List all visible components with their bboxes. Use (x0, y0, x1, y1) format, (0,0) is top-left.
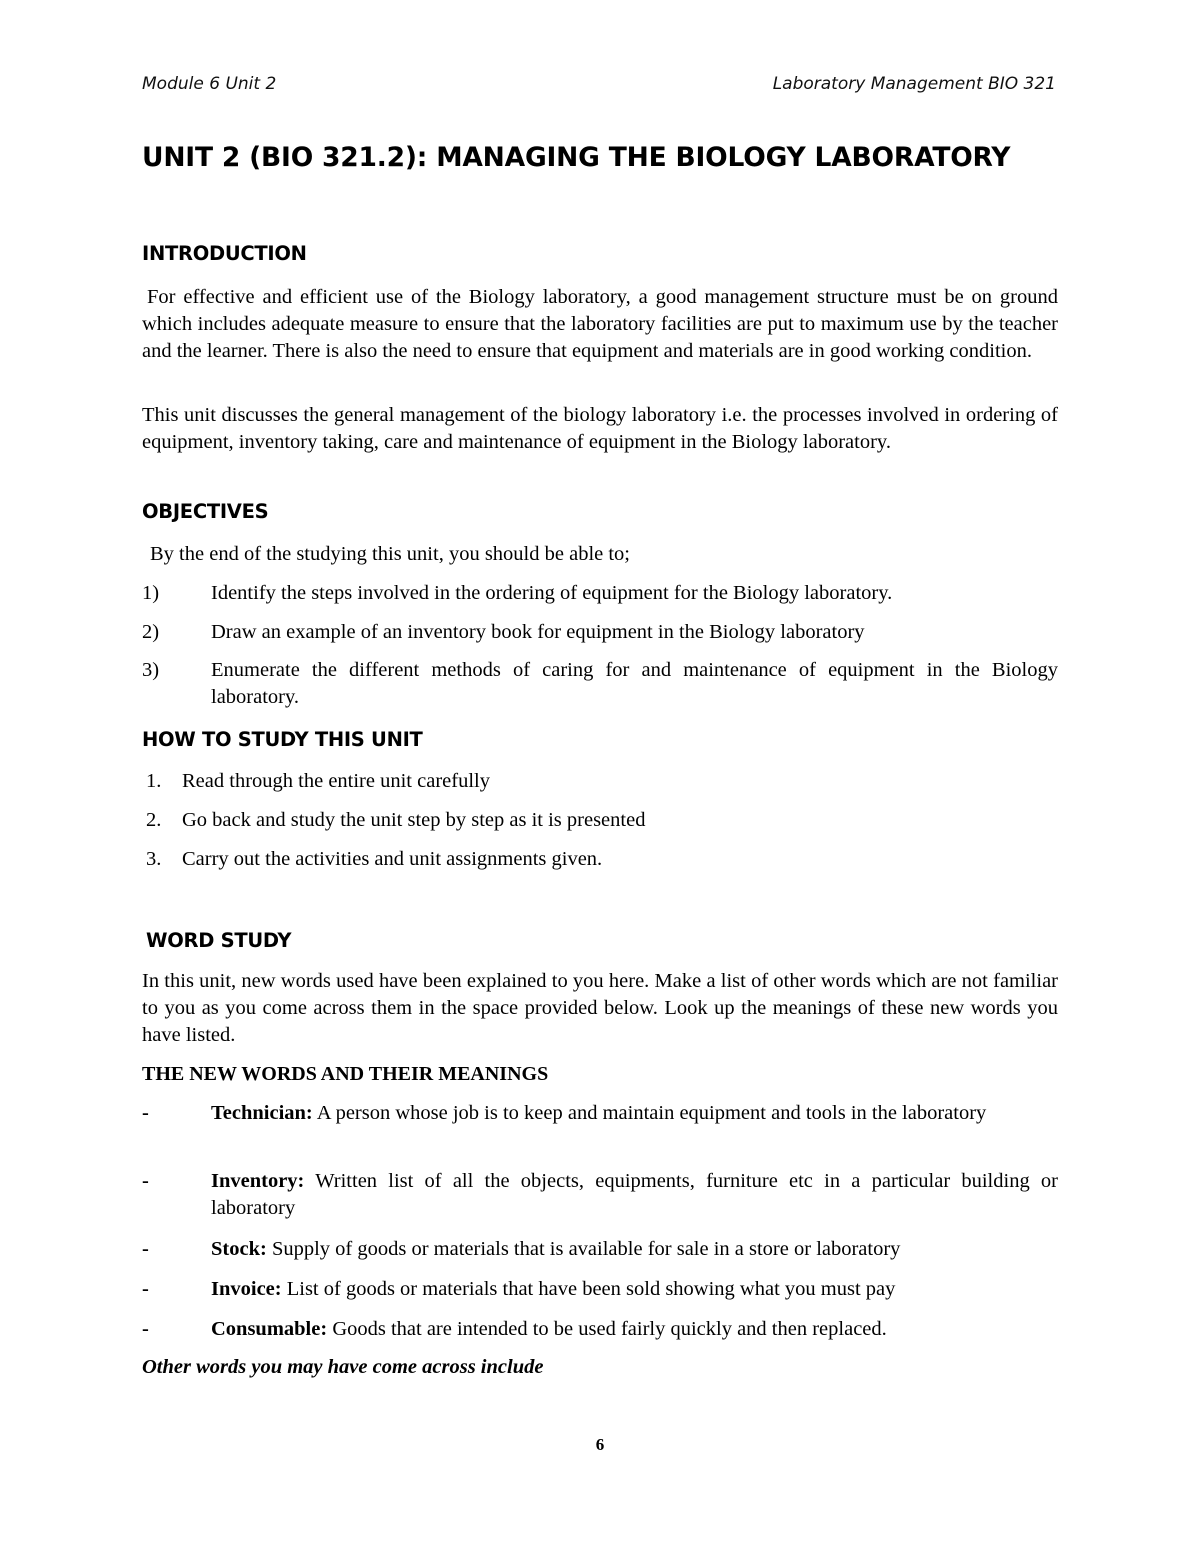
study-step-number: 1. (146, 770, 162, 792)
glossary-term: Inventory: (211, 1170, 305, 1192)
objective-number: 1) (142, 582, 160, 604)
glossary-definition: Goods that are intended to be used fairly quickly and then replaced. (332, 1318, 887, 1340)
how-to-study-heading: HOW TO STUDY THIS UNIT (142, 728, 423, 751)
glossary-entry (142, 1100, 1058, 1127)
bullet-dash: - (142, 1318, 149, 1340)
objective-item (142, 580, 1058, 607)
glossary-definition: List of goods or materials that have been sold showing what you must pay (286, 1278, 896, 1300)
unit-title: UNIT 2 (BIO 321.2): MANAGING THE BIOLOGY LABORATORY (142, 142, 1011, 173)
objective-text: Draw an example of an inventory book for equipment in the Biology laboratory (211, 621, 865, 643)
introduction-paragraph-1: For effective and efficient use of the Biology laboratory, a good management structure must be on ground which includes adequate measure to ensure that the laboratory facilities are put to maximum use by the teacher and the learner. There is also the need to ensure that equipment and materials are in good working condition. (142, 286, 1058, 362)
glossary-entry (142, 1236, 1058, 1263)
page-number: 6 (595, 1435, 605, 1454)
glossary-entry (142, 1168, 1058, 1222)
bullet-dash: - (142, 1278, 149, 1300)
glossary-entry (142, 1276, 1058, 1303)
glossary-term: Stock: (211, 1238, 267, 1260)
running-header-left: Module 6 Unit 2 (142, 74, 277, 94)
word-study-heading: WORD STUDY (146, 929, 292, 952)
objective-text: Enumerate the different methods of caring for and maintenance of equipment in the Biology laboratory. (211, 659, 1058, 708)
bullet-dash: - (142, 1170, 149, 1192)
running-header-right: Laboratory Management BIO 321 (772, 74, 1056, 94)
glossary-term: Consumable: (211, 1318, 328, 1340)
objectives-intro: By the end of the studying this unit, you should be able to; (150, 543, 630, 565)
glossary-definition: Supply of goods or materials that is available for sale in a store or laboratory (271, 1238, 901, 1260)
word-study-intro: In this unit, new words used have been explained to you here. Make a list of other words which are not familiar to you as you come across them in the space provided below. Look up the meanings of these new words you have listed. (142, 970, 1058, 1046)
glossary-definition: Written list of all the objects, equipments, furniture etc in a particular building or laboratory (211, 1170, 1058, 1219)
objectives-heading: OBJECTIVES (142, 500, 269, 523)
objective-number: 3) (142, 659, 160, 681)
new-words-subheading: THE NEW WORDS AND THEIR MEANINGS (142, 1063, 549, 1085)
other-words-note: Other words you may have come across include (142, 1356, 544, 1378)
study-step-number: 3. (146, 848, 162, 870)
objective-number: 2) (142, 621, 160, 643)
objective-item (142, 619, 1058, 646)
bullet-dash: - (142, 1102, 149, 1124)
introduction-paragraph-2: This unit discusses the general management of the biology laboratory i.e. the processes involved in ordering of equipment, inventory taking, care and maintenance of equipment in the Biology laboratory. (142, 404, 1058, 453)
glossary-entry (142, 1316, 1058, 1343)
glossary-definition: A person whose job is to keep and maintain equipment and tools in the laboratory (316, 1102, 987, 1124)
study-step-text: Read through the entire unit carefully (182, 770, 490, 792)
objective-text: Identify the steps involved in the ordering of equipment for the Biology laboratory. (211, 582, 893, 604)
introduction-heading: INTRODUCTION (142, 242, 307, 265)
glossary-term: Technician: (211, 1102, 313, 1124)
objective-item (142, 657, 1058, 711)
study-step-number: 2. (146, 809, 162, 831)
bullet-dash: - (142, 1238, 149, 1260)
study-step-text: Go back and study the unit step by step as it is presented (182, 809, 646, 831)
study-step-text: Carry out the activities and unit assignments given. (182, 848, 603, 870)
glossary-term: Invoice: (211, 1278, 282, 1300)
